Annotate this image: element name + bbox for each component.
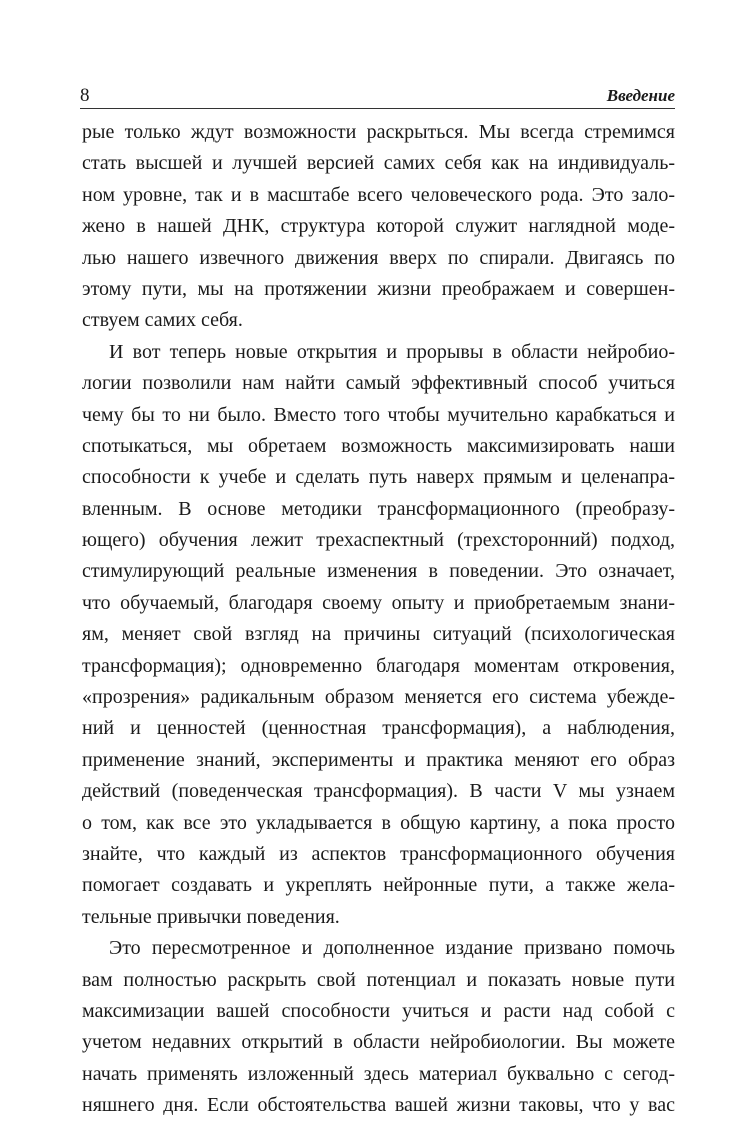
running-header <box>80 84 675 109</box>
text-line: «прозрения» радикальным образом меняется его система убежде- <box>82 686 675 709</box>
section-title: Введение <box>606 86 675 105</box>
text-line: логии позволили нам найти самый эффективный способ учиться <box>82 372 675 395</box>
text-line: учетом недавних открытий в области нейробиологии. Вы можете <box>82 1031 675 1054</box>
text-line: ющего) обучения лежит трехаспектный (трехсторонний) подход, <box>82 529 675 552</box>
page-number: 8 <box>80 85 90 106</box>
text-line: няшнего дня. Если обстоятельства вашей жизни таковы, что у вас <box>82 1094 675 1117</box>
text-line: начать применять изложенный здесь материал буквально с сегод- <box>82 1062 675 1085</box>
text-line: этому пути, мы на протяжении жизни преображаем и совершен- <box>82 277 675 300</box>
text-line: применение знаний, эксперименты и практика меняют его образ <box>82 748 675 771</box>
text-line: что обучаемый, благодаря своему опыту и приобретаемым знани- <box>82 591 675 614</box>
text-line: вленным. В основе методики трансформационного (преобразу- <box>82 497 675 520</box>
text-line: тельные привычки поведения. <box>82 905 340 928</box>
text-line: лью нашего извечного движения вверх по спирали. Двигаясь по <box>82 246 675 269</box>
text-line: трансформация); одновременно благодаря моментам откровения, <box>82 654 675 677</box>
text-line: ствуем самих себя. <box>82 309 243 332</box>
text-line: о том, как все это укладывается в общую картину, а пока просто <box>82 811 675 834</box>
text-line: помогает создавать и укреплять нейронные пути, а также жела- <box>82 874 675 897</box>
text-line: ном уровне, так и в масштабе всего человеческого рода. Это зало- <box>82 183 675 206</box>
text-line: спотыкаться, мы обретаем возможность максимизировать наши <box>82 434 675 457</box>
text-line: И вот теперь новые открытия и прорывы в области нейробио- <box>109 340 675 363</box>
text-line: способности к учебе и сделать путь наверх прямым и целенапра- <box>82 466 675 489</box>
text-line: Это пересмотренное и дополненное издание призвано помочь <box>109 937 675 960</box>
text-line: знайте, что каждый из аспектов трансформационного обучения <box>82 842 675 865</box>
text-line: вам полностью раскрыть свой потенциал и показать новые пути <box>82 968 675 991</box>
text-line: чему бы то ни было. Вместо того чтобы мучительно карабкаться и <box>82 403 675 426</box>
text-line: ний и ценностей (ценностная трансформация), а наблюдения, <box>82 717 675 740</box>
body-text <box>82 117 675 1122</box>
text-line: действий (поведенческая трансформация). В части V мы узнаем <box>82 780 675 803</box>
text-line: стимулирующий реальные изменения в поведении. Это означает, <box>82 560 675 583</box>
text-line: максимизации вашей способности учиться и расти над собой с <box>82 999 675 1022</box>
text-line: рые только ждут возможности раскрыться. Мы всегда стремимся <box>82 121 675 143</box>
text-line: ям, меняет свой взгляд на причины ситуаций (психологическая <box>82 623 675 646</box>
text-line: жено в нашей ДНК, структура которой служит наглядной моде- <box>82 215 675 238</box>
text-line: стать высшей и лучшей версией самих себя как на индивидуаль- <box>82 152 675 175</box>
